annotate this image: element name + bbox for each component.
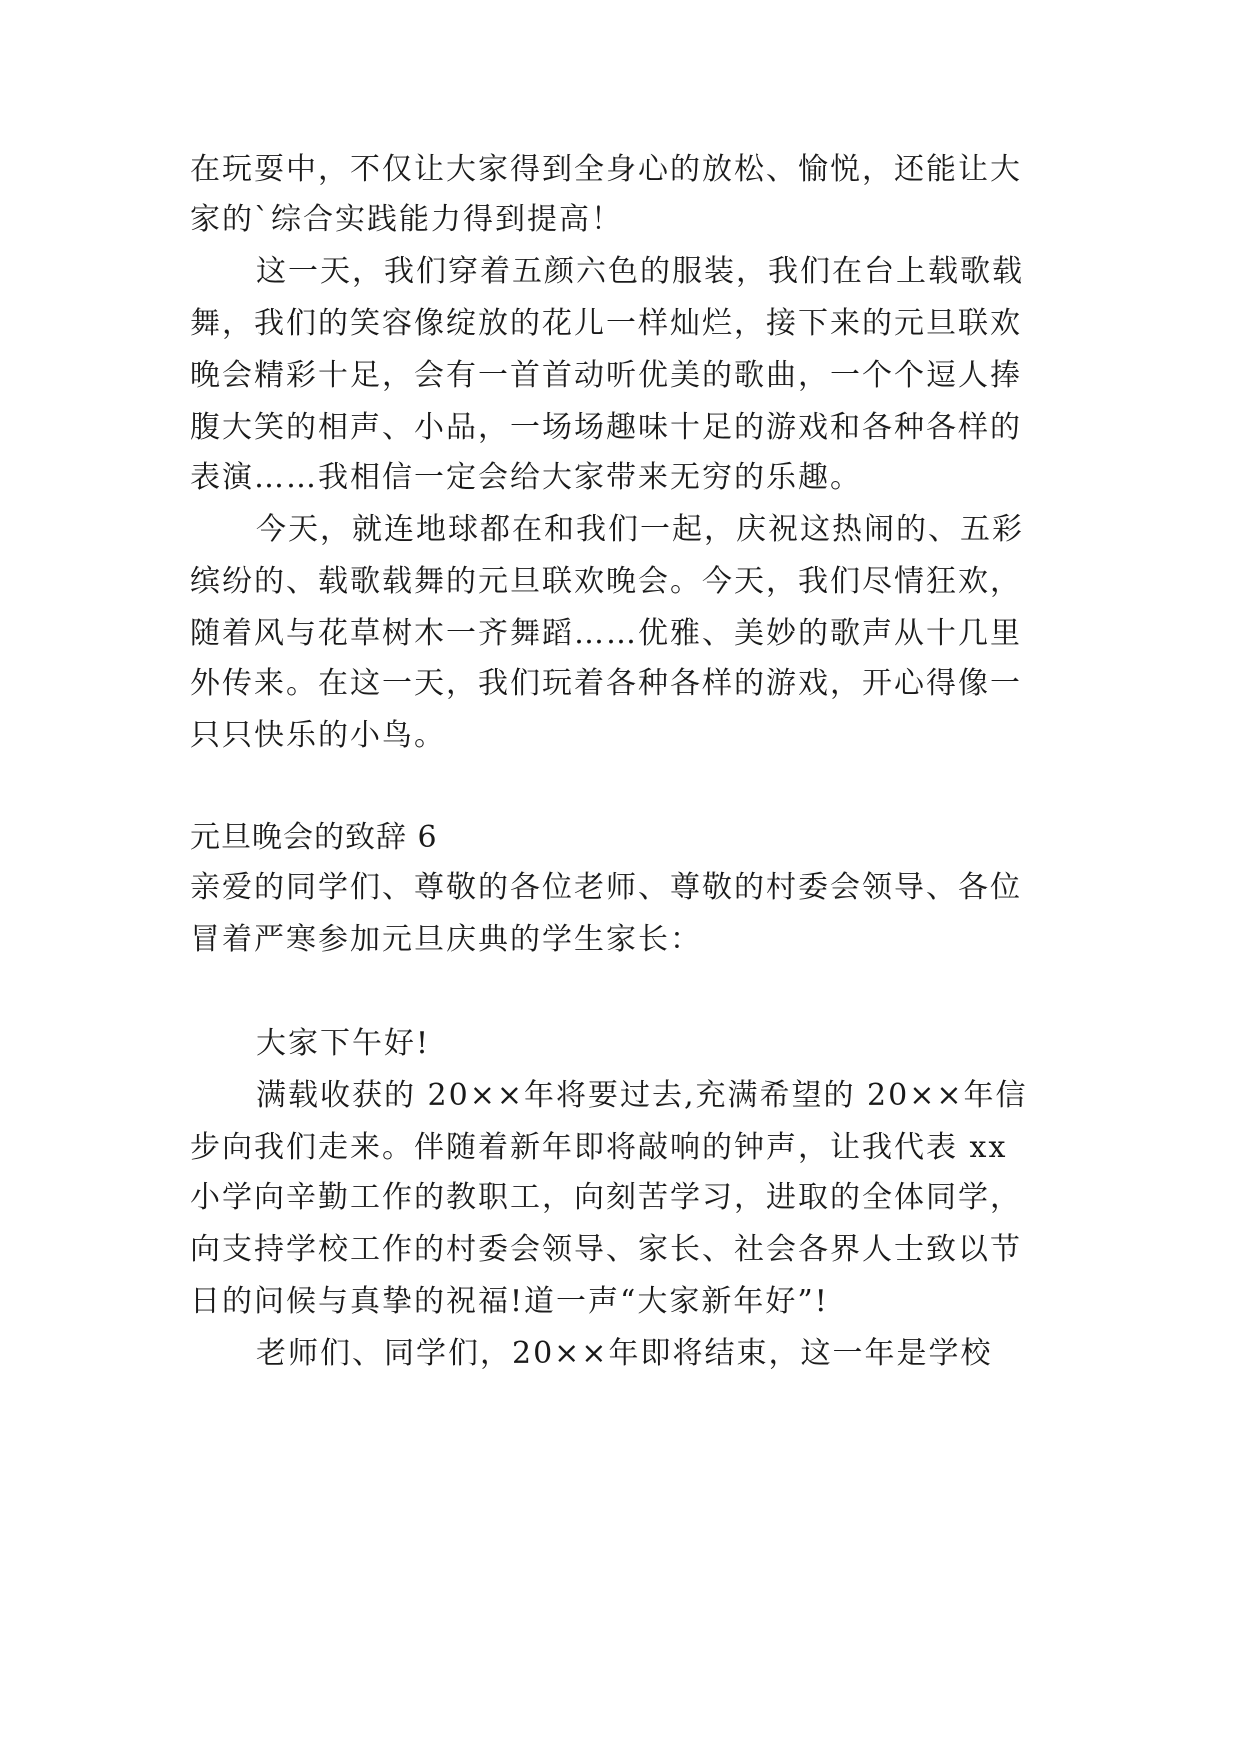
paragraph-line: 外传来。在这一天，我们玩着各种各样的游戏，开心得像一 bbox=[190, 666, 1022, 701]
paragraph-line: 这一天，我们穿着五颜六色的服装，我们在台上载歌载 bbox=[256, 254, 1024, 289]
paragraph-line: 缤纷的、载歌载舞的元旦联欢晚会。今天，我们尽情狂欢， bbox=[190, 564, 1022, 599]
paragraph-line: 满载收获的 20××年将要过去,充满希望的 20××年信 bbox=[256, 1078, 1028, 1113]
paragraph-line: 腹大笑的相声、小品，一场场趣味十足的游戏和各种各样的 bbox=[190, 410, 1022, 445]
paragraph-line: 步向我们走来。伴随着新年即将敲响的钟声，让我代表 xx bbox=[190, 1130, 1008, 1165]
paragraph-line: 舞，我们的笑容像绽放的花儿一样灿烂，接下来的元旦联欢 bbox=[190, 306, 1022, 341]
paragraph-line: 老师们、同学们，20××年即将结束，这一年是学校 bbox=[256, 1336, 993, 1371]
paragraph-line: 今天，就连地球都在和我们一起，庆祝这热闹的、五彩 bbox=[256, 512, 1024, 547]
paragraph-line: 家的`综合实践能力得到提高！ bbox=[190, 202, 623, 237]
paragraph-line: 亲爱的同学们、尊敬的各位老师、尊敬的村委会领导、各位 bbox=[190, 870, 1022, 905]
paragraph-line: 冒着严寒参加元旦庆典的学生家长： bbox=[190, 922, 702, 957]
paragraph-line: 小学向辛勤工作的教职工，向刻苦学习，进取的全体同学， bbox=[190, 1180, 1022, 1215]
paragraph-line: 晚会精彩十足，会有一首首动听优美的歌曲，一个个逗人捧 bbox=[190, 358, 1022, 393]
paragraph-line: 向支持学校工作的村委会领导、家长、社会各界人士致以节 bbox=[190, 1232, 1022, 1267]
paragraph-line: 随着风与花草树木一齐舞蹈……优雅、美妙的歌声从十几里 bbox=[190, 616, 1022, 651]
paragraph-line: 只只快乐的小鸟。 bbox=[190, 718, 446, 753]
paragraph-line: 在玩耍中，不仅让大家得到全身心的放松、愉悦，还能让大 bbox=[190, 152, 1022, 187]
paragraph-line: 日的问候与真挚的祝福!道一声“大家新年好”! bbox=[190, 1284, 829, 1319]
paragraph-line: 表演……我相信一定会给大家带来无穷的乐趣。 bbox=[190, 460, 862, 495]
greeting-line: 大家下午好! bbox=[256, 1026, 431, 1061]
section-heading: 元旦晚会的致辞 6 bbox=[190, 820, 438, 855]
